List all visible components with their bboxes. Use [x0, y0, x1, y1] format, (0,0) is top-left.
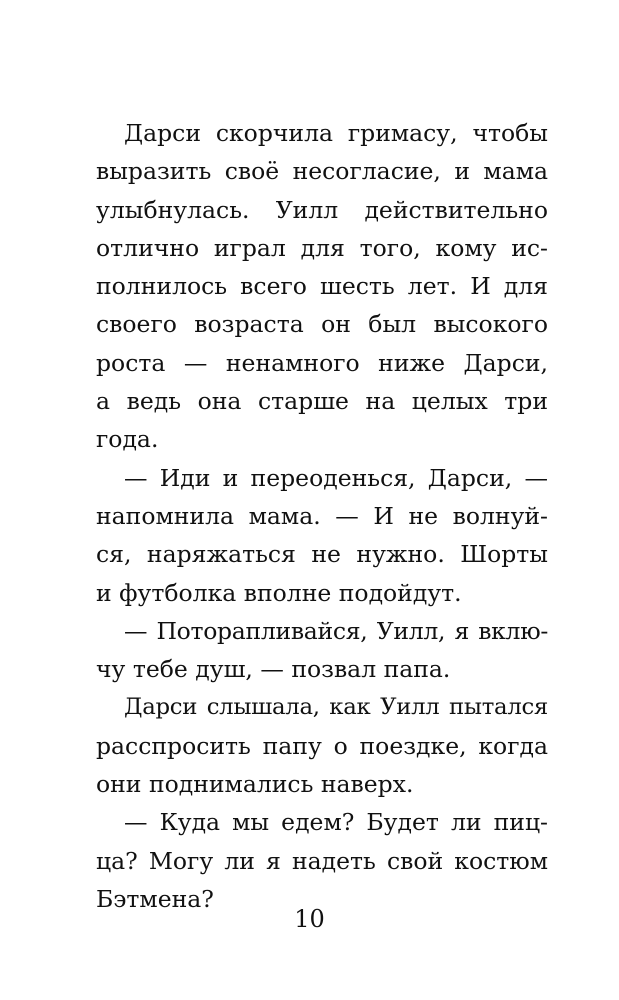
text-line: Дарси скорчила гримасу, чтобы: [124, 119, 548, 147]
body-text: [96, 114, 548, 918]
text-line: роста — ненамного ниже Дарси,: [96, 348, 548, 377]
text-line: полнилось всего шесть лет. И для: [96, 272, 548, 301]
text-line: — Куда мы едем? Будет ли пиц-: [124, 808, 548, 837]
text-line: выразить своё несогласие, и мама: [96, 157, 548, 186]
text-line: — Иди и переоденься, Дарси, —: [124, 463, 548, 492]
text-line: улыбнулась. Уилл действительно: [96, 195, 548, 224]
text-line: ся, наряжаться не нужно. Шорты: [96, 540, 548, 569]
text-line: а ведь она старше на целых три: [96, 387, 548, 416]
text-line: чу тебе душ, — позвал папа.: [96, 655, 451, 684]
text-line: расспросить папу о поездке, когда: [96, 731, 548, 760]
text-line: напомнила мама. — И не волнуй-: [96, 501, 548, 530]
text-line: они поднимались наверх.: [96, 770, 414, 799]
text-line: Дарси слышала, как Уилл пытался: [124, 694, 548, 721]
text-line: — Поторапливайся, Уилл, я вклю-: [124, 616, 548, 645]
text-line: ца? Могу ли я надеть свой костюм: [96, 846, 548, 875]
text-line: отлично играл для того, кому ис-: [96, 233, 548, 262]
text-line: Бэтмена?: [96, 884, 214, 913]
text-line: своего возраста он был высокого: [96, 310, 548, 339]
text-line: и футболка вполне подойдут.: [96, 578, 462, 607]
text-line: года.: [96, 425, 159, 454]
page-number: 10: [294, 905, 325, 933]
